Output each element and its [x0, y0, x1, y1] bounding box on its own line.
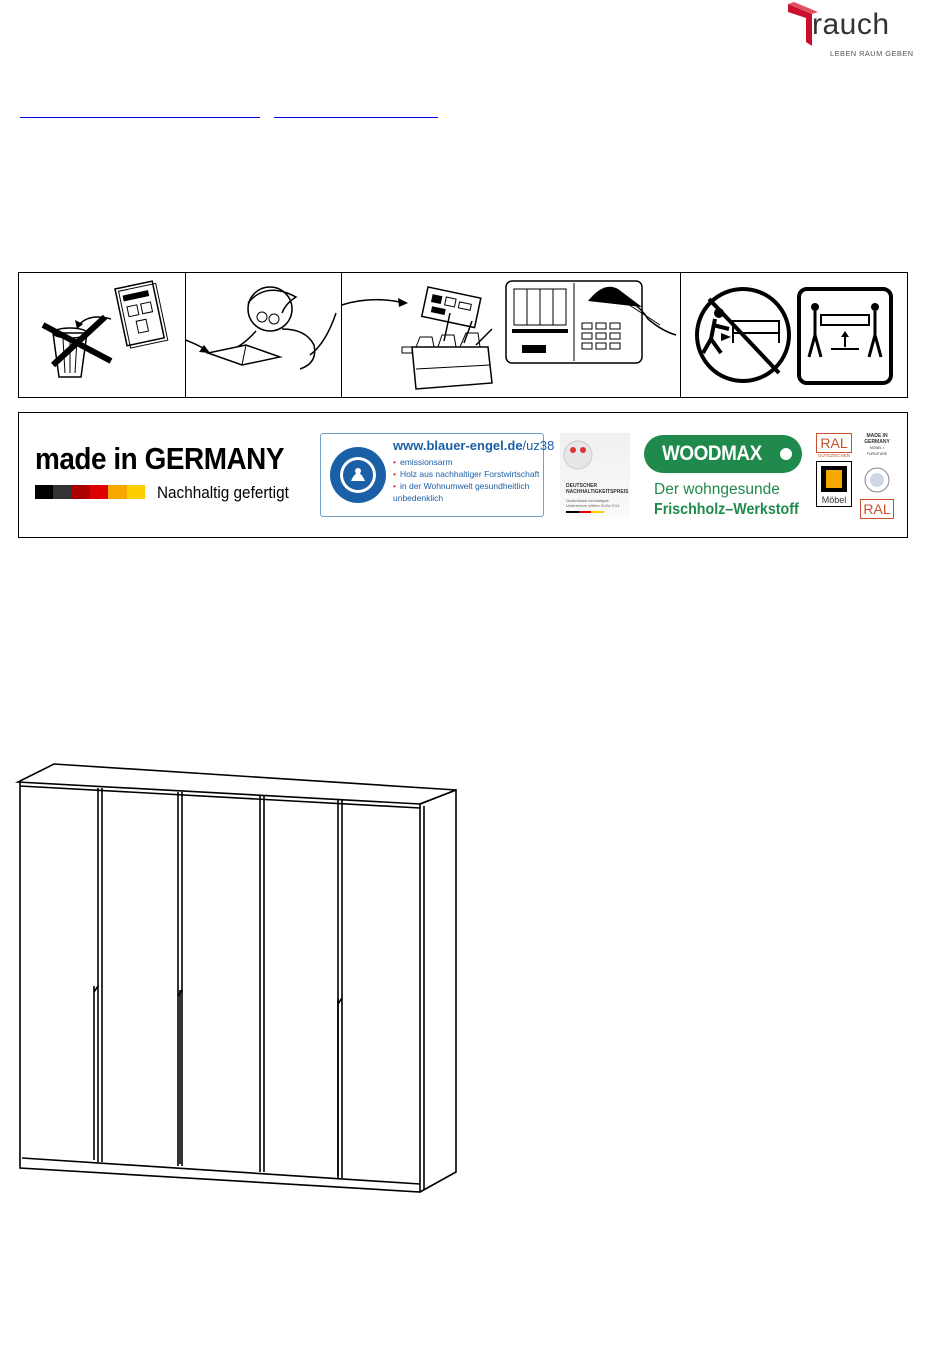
- nachhaltigkeitspreis-badge: [560, 433, 630, 517]
- quality-seal-icon: [860, 465, 894, 495]
- do-not-push-icon: [697, 289, 789, 381]
- keep-documents-icon: [342, 273, 681, 397]
- brand-logo: [786, 2, 912, 62]
- brand-tagline: LEBEN RAUM GEBEN: [830, 49, 914, 58]
- document-link-2[interactable]: [274, 101, 438, 118]
- woodmax-badge: [644, 435, 806, 525]
- ral-top-label: RAL: [816, 433, 852, 453]
- list-item: • in der Wohnumwelt gesundheitlich unbedenklich: [393, 480, 541, 504]
- certification-strip: [18, 412, 908, 538]
- blauer-engel-url[interactable]: www.blauer-engel.de/uz38: [393, 438, 555, 453]
- instruction-strip: [18, 272, 908, 398]
- ral-bottom-label: RAL: [860, 499, 894, 519]
- do-not-discard-icon: [19, 273, 186, 397]
- woodmax-logo: WOODMAX: [644, 435, 802, 473]
- woodmax-dot-icon: [780, 448, 792, 460]
- woodmax-line-2: Frischholz–Werkstoff: [654, 501, 799, 518]
- brand-name: rauch: [812, 8, 890, 41]
- award-fine-print: Deutschlands nachhaltigste Unternehmen mittlere Größe 2014: [566, 499, 620, 508]
- ral-moebel-badge: RAL GÜTEZEICHEN Möbel: [817, 435, 851, 505]
- blauer-engel-seal-icon: [329, 441, 387, 509]
- germany-flag-bar: [35, 485, 145, 499]
- woodmax-line-1: Der wohngesunde: [654, 481, 780, 498]
- blauer-engel-bullets: [393, 456, 541, 504]
- wardrobe-drawing: [14, 760, 464, 1200]
- award-trophy-icon: [560, 433, 630, 481]
- blauer-engel-badge: [320, 433, 555, 517]
- document-link-1[interactable]: [20, 101, 260, 118]
- list-item: • emissionsarm: [393, 456, 541, 468]
- made-in-germany-title: made in GERMANY: [35, 441, 285, 476]
- award-title: DEUTSCHER NACHHALTIGKEITSPREIS: [566, 483, 629, 495]
- made-in-germany-furniture-badge: MADE IN GERMANY MÖBEL • FURNITURE RAL: [860, 433, 894, 519]
- read-manual-icon: [186, 273, 342, 397]
- lift-furniture-icon: [799, 289, 891, 383]
- made-in-germany-subtitle: Nachhaltig gefertigt: [157, 483, 289, 502]
- list-item: • Holz aus nachhaltiger Forstwirtschaft: [393, 468, 541, 480]
- made-in-germany-badge: [35, 441, 312, 502]
- handling-icons: [681, 273, 907, 397]
